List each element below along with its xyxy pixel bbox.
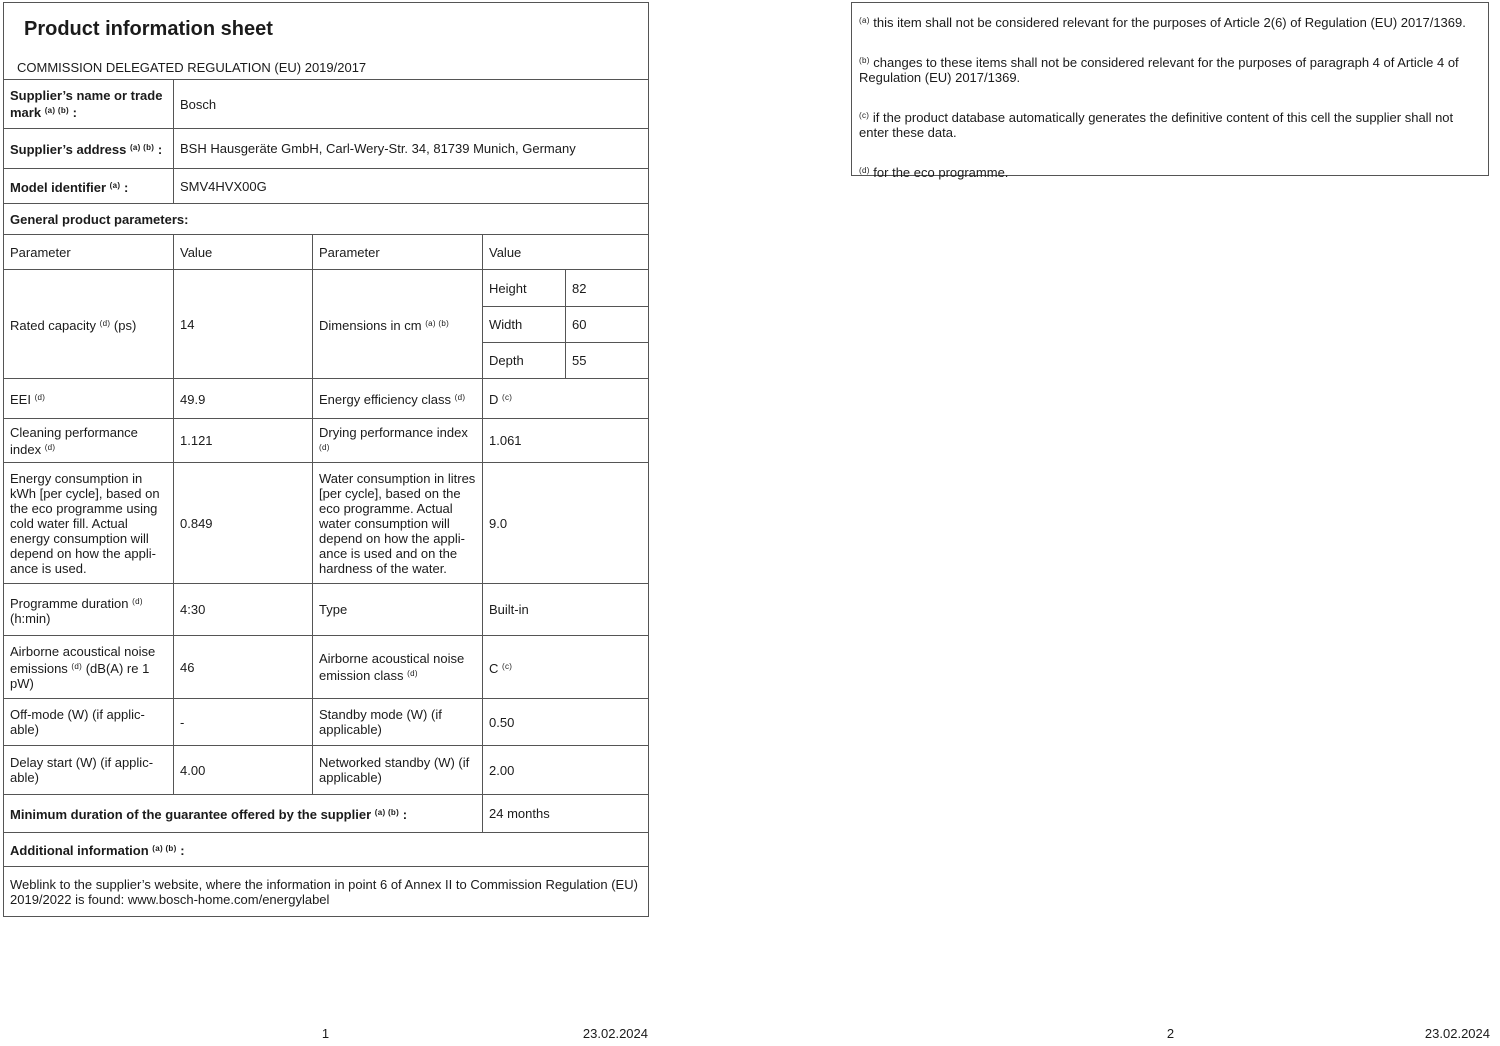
label-colon: : [120,179,129,195]
dimensions-label [313,270,483,379]
label-text: Airborne acoustical noise emission class [319,651,465,683]
supplier-address-label [4,129,174,169]
label-text: EEI [10,392,35,407]
cleaning-index-value: 1.121 [174,419,313,463]
superscript: (d) [454,393,466,402]
dimension-depth-label: Depth [483,343,566,379]
superscript: (a) (b) [44,106,70,115]
networked-standby-value: 2.00 [483,746,649,795]
superscript: (c) [502,393,513,402]
superscript: (b) [859,56,870,65]
page-number: 1 [321,1026,330,1041]
footnote-text: this item shall not be considered relevant for the purposes of Article 2(6) of Regulation (EU) 2017/1369. [869,15,1466,30]
superscript: (d) [99,318,111,328]
table-header-row [4,235,649,270]
label-text: Off-mode (W) (if applic-able) [10,707,145,737]
label-text: Airborne acoustical noise emissions [10,643,156,676]
footnote-d [859,163,1480,180]
supplier-name-label [4,80,174,129]
programme-duration-value: 4:30 [174,584,313,636]
label-text: Networked standby (W) (if applicable) [319,755,470,785]
product-information-sheet-table [3,2,649,917]
superscript: (a) (b) [425,318,450,328]
superscript: (d) [319,442,330,452]
label-text: Standby mode (W) (if applicable) [319,707,442,737]
footnote-b [859,53,1480,85]
cleaning-index-label [4,419,174,463]
off-mode-value: - [174,699,313,746]
label-text: Programme duration [10,595,133,611]
cleaning-performance-row [4,419,649,463]
eei-value: 49.9 [174,379,313,419]
label-text: Type [319,602,348,617]
label-text: Cleaning performance index [10,424,138,457]
page-title: Product information sheet [24,18,273,40]
programme-duration-label: Programme duration $^{(d)}$ (h:min) [4,584,174,636]
noise-class-value: C $^{(c)}$ [483,636,649,699]
label-colon: : [154,142,163,157]
off-mode-row [4,699,649,746]
param-header-1: Parameter [4,235,174,270]
superscript: (d) [859,166,870,175]
superscript: (d) [34,393,46,402]
drying-index-label [313,419,483,463]
rated-capacity-row [4,270,649,307]
label-text: Energy consumption in kWh [per cycle], based on the eco programme using cold water fill. Actual energy consumption will depend on how the appli-ance is used. [10,470,160,576]
value-header-1: Value [174,235,313,270]
noise-emissions-label: Airborne acoustical noise emissions $^{(d)}$ (dB(A) re 1 pW) [4,636,174,699]
footnote-c [859,108,1480,140]
label-colon: : [69,105,77,120]
rated-capacity-label [4,270,174,379]
delay-start-value: 4.00 [174,746,313,795]
footnote-a [859,13,1480,30]
page-number: 2 [1166,1026,1175,1041]
label-text: Water consumption in litres [per cycle], based on the eco programme. Actual water consumption will depend on how the appli-ance is used and on the hardness of the water. [319,470,476,576]
type-label [313,584,483,636]
dimension-width-value: 60 [566,307,649,343]
label-text: Model identifier [10,179,110,195]
label-text: Supplier’s address [10,142,130,157]
guarantee-label [4,795,483,833]
title-cell [4,3,649,80]
networked-standby-label [313,746,483,795]
footer-date: 23.02.2024 [1424,1026,1490,1041]
superscript: (c) [502,661,513,671]
footnote-text: for the eco programme. [869,165,1009,180]
energy-consumption-label [4,463,174,584]
standby-mode-value: 0.50 [483,699,649,746]
delay-start-label [4,746,174,795]
consumption-row [4,463,649,584]
off-mode-label [4,699,174,746]
additional-info-heading [4,833,649,867]
label-text: Minimum duration of the guarantee offered by the supplier [10,807,375,822]
delay-start-row [4,746,649,795]
drying-index-value: 1.061 [483,419,649,463]
superscript: (d) [71,661,83,671]
label-text: Energy efficiency class [319,392,455,407]
value-header-2: Value [483,235,649,270]
supplier-name-value: Bosch [174,80,649,129]
label-text: Supplier’s name or trade mark [10,88,163,120]
superscript: (a) (b) [152,844,177,853]
dimension-height-label: Height [483,270,566,307]
model-identifier-row [4,169,649,204]
superscript: (d) [132,596,143,606]
label-colon: : [399,807,408,822]
superscript: (d) [44,442,56,452]
page2-footer [851,1026,1490,1042]
superscript: (d) [407,669,418,678]
noise-emissions-value: 46 [174,636,313,699]
model-identifier-value: SMV4HVX00G [174,169,649,204]
programme-duration-row [4,584,649,636]
superscript: (c) [859,111,870,120]
type-value: Built-in [483,584,649,636]
supplier-name-row [4,80,649,129]
label-text: Dimensions in cm [319,317,426,333]
noise-class-label [313,636,483,699]
rated-capacity-value: 14 [174,270,313,379]
energy-class-label [313,379,483,419]
footer-date: 23.02.2024 [582,1026,648,1041]
label-text: Drying performance index [319,424,468,440]
page1-footer [3,1026,648,1042]
superscript: (a) (b) [129,143,155,152]
label-suffix: (ps) [110,317,137,333]
label-text: Additional information [10,843,153,858]
standby-mode-label [313,699,483,746]
dimension-width-label: Width [483,307,566,343]
guarantee-value: 24 months [483,795,649,833]
footnote-text: changes to these items shall not be considered relevant for the purposes of paragraph 4 of Article 4 of Regulation (EU) 2017/1369. [859,55,1459,85]
footnote-text: if the product database automatically generates the definitive content of this cell the supplier shall not enter these data. [859,110,1454,140]
energy-class-value: D $^{(c)}$ [483,379,649,419]
label-text: Rated capacity [10,317,100,333]
water-consumption-label [313,463,483,584]
guarantee-row [4,795,649,833]
eei-row [4,379,649,419]
param-header-2: Parameter [313,235,483,270]
weblink-text: Weblink to the supplier’s website, where the information in point 6 of Annex II to Commission Regulation (EU) 2019/2022 is found: www.bosch-home.com/energylabel [4,867,649,917]
energy-consumption-value: 0.849 [174,463,313,584]
supplier-address-value: BSH Hausgeräte GmbH, Carl-Wery-Str. 34, 81739 Munich, Germany [174,129,649,169]
supplier-address-row [4,129,649,169]
regulation-subtitle: COMMISSION DELEGATED REGULATION (EU) 2019/2017 [17,60,367,75]
dimension-height-value: 82 [566,270,649,307]
label-colon: : [176,843,185,858]
water-consumption-value: 9.0 [483,463,649,584]
label-text: Delay start (W) (if applic-able) [10,755,154,785]
superscript: (a) [109,180,121,190]
superscript: (a) [859,16,870,25]
model-identifier-label [4,169,174,204]
footnotes-panel [851,2,1489,180]
eei-label [4,379,174,419]
noise-row [4,636,649,699]
dimension-depth-value: 55 [566,343,649,379]
general-parameters-heading: General product parameters: [4,204,649,235]
superscript: (a) (b) [374,808,400,817]
